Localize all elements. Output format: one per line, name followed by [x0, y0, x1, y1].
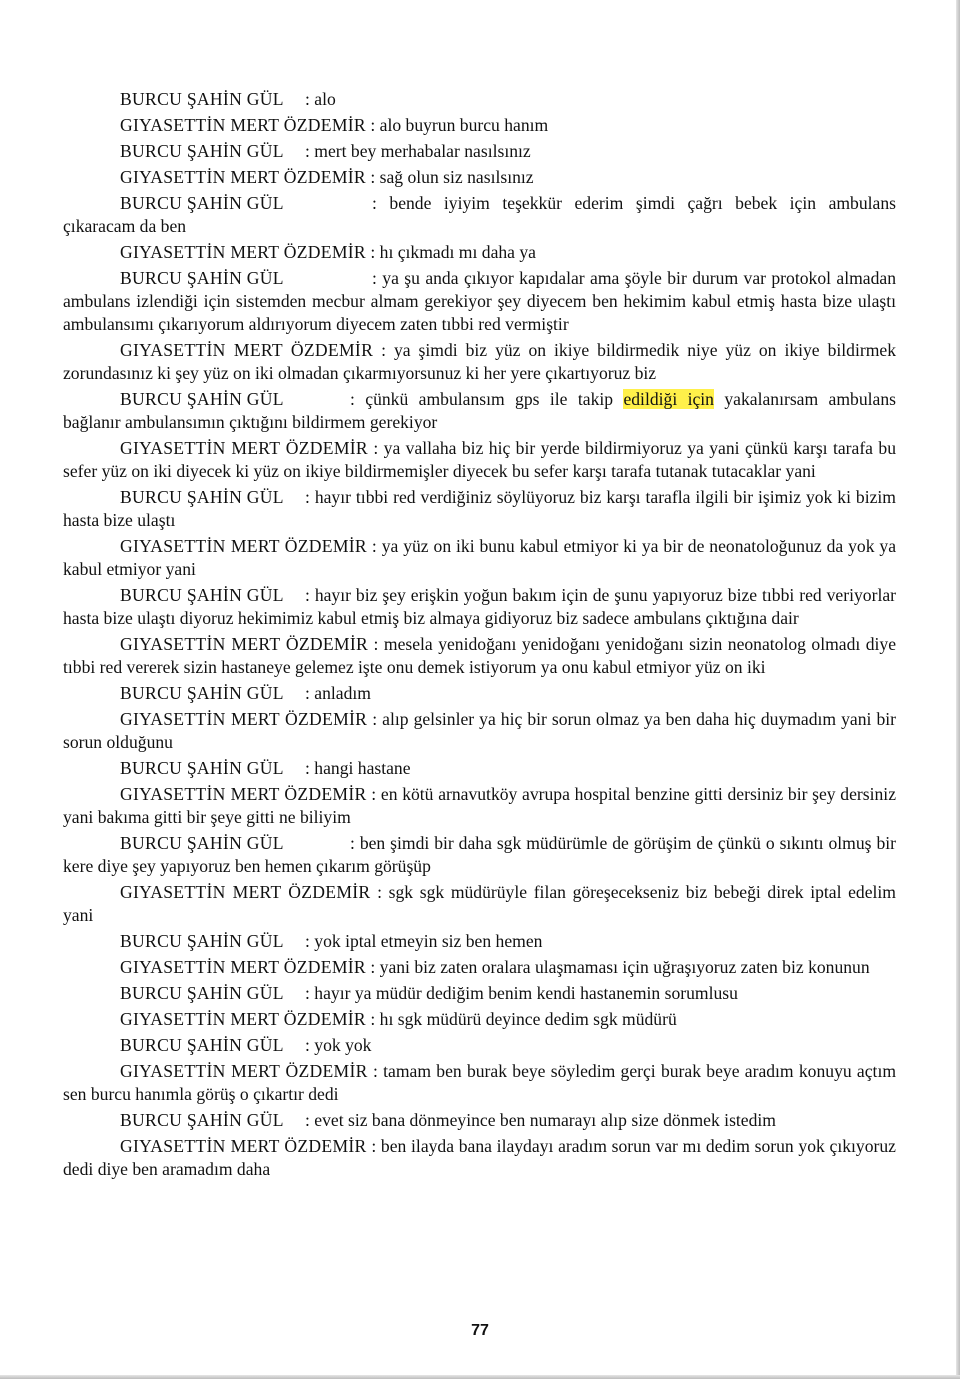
utterance: : hı çıkmadı mı daha ya — [370, 242, 536, 262]
speaker-name: BURCU ŞAHİN GÜL — [120, 268, 284, 288]
transcript-turn — [63, 584, 896, 630]
speaker-name: BURCU ŞAHİN GÜL — [120, 389, 284, 409]
utterance: : hayır tıbbi red verdiğiniz söylüyoruz biz karşı tarafla ilgili bir işimiz yok ki bizim hasta bize ulaştı — [63, 487, 896, 530]
transcript-turn — [63, 1135, 896, 1181]
transcript-turn — [63, 1034, 896, 1057]
utterance: : alo buyrun burcu hanım — [370, 115, 549, 135]
utterance: : ben şimdi bir daha sgk müdürümle de görüşim de çünkü o sıkıntı olmuş bir kere diye şey yapıyoruz ben hemen çıkarım görüşüp — [63, 833, 896, 876]
speaker-name: BURCU ŞAHİN GÜL — [120, 585, 284, 605]
transcript-turn — [63, 982, 896, 1005]
speaker-name: GIYASETTİN MERT ÖZDEMİR — [120, 242, 366, 262]
transcript-turn — [63, 1060, 896, 1106]
speaker-name: BURCU ŞAHİN GÜL — [120, 931, 284, 951]
transcript-turn — [63, 241, 896, 264]
utterance: : hı sgk müdürü deyince dedim sgk müdürü — [370, 1009, 677, 1029]
transcript-turn — [63, 930, 896, 953]
transcript-turn — [63, 192, 896, 238]
transcript-turn — [63, 486, 896, 532]
utterance: : çünkü ambulansım gps ile takip — [350, 389, 624, 409]
utterance: : alıp gelsinler ya hiç bir sorun olmaz ya ben daha hiç duymadım yani bir sorun olduğunu — [63, 709, 896, 752]
speaker-name: GIYASETTİN MERT ÖZDEMİR — [120, 536, 367, 556]
transcript — [63, 88, 896, 1184]
speaker-name: BURCU ŞAHİN GÜL — [120, 89, 284, 109]
transcript-turn — [63, 535, 896, 581]
speaker-name: GIYASETTİN MERT ÖZDEMİR — [120, 1061, 368, 1081]
speaker-name: GIYASETTİN MERT ÖZDEMİR — [120, 1009, 366, 1029]
page-edge-bottom — [0, 1375, 960, 1379]
speaker-name: BURCU ŞAHİN GÜL — [120, 1110, 284, 1130]
page-number: 77 — [471, 1322, 489, 1339]
utterance: : mesela yenidoğanı yenidoğanı yenidoğanı sizin neonatolog olmadı diye tıbbi red vererek sizin hastaneye gelemez işte onu demek istiyorum ya onu kabul etmiyor yüz on iki — [63, 634, 897, 677]
utterance: : yani biz zaten oralara ulaşmaması için uğraşıyoruz zaten biz konunun — [370, 957, 870, 977]
utterance: : sgk sgk müdürüyle filan göreşecekseniz biz bebeği direk iptal edelim yani — [63, 882, 896, 925]
transcript-turn — [63, 956, 896, 979]
transcript-turn — [63, 881, 896, 927]
transcript-turn — [63, 1109, 896, 1132]
transcript-turn — [63, 437, 896, 483]
speaker-name: BURCU ŞAHİN GÜL — [120, 193, 284, 213]
utterance: : ya yüz on iki bunu kabul etmiyor ki ya bir de neonatoloğunuz da yok ya kabul etmiyor yani — [63, 536, 897, 579]
page-edge-right — [956, 0, 960, 1379]
speaker-name: BURCU ŞAHİN GÜL — [120, 487, 284, 507]
utterance: yakalanırsam ambulans bağlanır ambulansımın çıktığını bildirmem gerekiyor — [63, 389, 896, 432]
speaker-name: BURCU ŞAHİN GÜL — [120, 141, 284, 161]
utterance: : alo — [305, 89, 336, 109]
speaker-name: GIYASETTİN MERT ÖZDEMİR — [120, 340, 374, 360]
transcript-turn — [63, 114, 896, 137]
speaker-name: GIYASETTİN MERT ÖZDEMİR — [120, 634, 369, 654]
transcript-turn — [63, 339, 896, 385]
utterance: : bende iyiyim teşekkür ederim şimdi çağrı bebek için ambulans çıkaracam da ben — [63, 193, 896, 236]
utterance: : mert bey merhabalar nasılsınız — [305, 141, 531, 161]
speaker-name: BURCU ŞAHİN GÜL — [120, 983, 284, 1003]
speaker-name: BURCU ŞAHİN GÜL — [120, 683, 284, 703]
transcript-turn — [63, 682, 896, 705]
transcript-turn — [63, 140, 896, 163]
transcript-turn — [63, 1008, 896, 1031]
utterance: : anladım — [305, 683, 371, 703]
transcript-turn — [63, 757, 896, 780]
speaker-name: BURCU ŞAHİN GÜL — [120, 833, 284, 853]
transcript-turn — [63, 832, 896, 878]
utterance: : sağ olun siz nasılsınız — [370, 167, 534, 187]
transcript-turn — [63, 166, 896, 189]
speaker-name: GIYASETTİN MERT ÖZDEMİR — [120, 167, 366, 187]
utterance: : en kötü arnavutköy avrupa hospital benzine gitti dersiniz bir şey dersiniz yani bakıma gitti bir şeye gitti ne biliyim — [63, 784, 897, 827]
utterance: : yok iptal etmeyin siz ben hemen — [305, 931, 543, 951]
utterance: : tamam ben burak beye söyledim gerçi burak beye aradım konuyu açtım sen burcu hanımla görüş o çıkartır dedi — [63, 1061, 897, 1104]
highlighted-text: edildiği için — [623, 389, 714, 409]
transcript-turn — [63, 267, 896, 336]
utterance: : hayır biz şey erişkin yoğun bakım için de şunu yapıyoruz bize tıbbi red veriyorlar hasta bize ulaştı diyoruz hekimimiz kabul etmiş biz almaya gidiyoruz biz sadece ambulans çıktığına dair — [63, 585, 896, 628]
utterance: : ben ilayda bana ilaydayı aradım sorun var mı dedim sorun yok çıkıyoruz dedi diye ben aramadım daha — [63, 1136, 896, 1179]
speaker-name: GIYASETTİN MERT ÖZDEMİR — [120, 1136, 367, 1156]
speaker-name: BURCU ŞAHİN GÜL — [120, 1035, 284, 1055]
utterance: : ya şu anda çıkıyor kapıdalar ama şöyle bir durum var protokol almadan ambulans izlendiği için sistemden mecbur almam gerekiyor şey diyecem ben hekimim kabul etmiş hasta bize ulaştı ambulansımı çıkarıyorum aldırıyorum diyecem zaten tıbbi red vermiştir — [63, 268, 896, 334]
utterance: : yok yok — [305, 1035, 372, 1055]
transcript-turn — [63, 388, 896, 434]
utterance: : evet siz bana dönmeyince ben numarayı alıp size dönmek istedim — [305, 1110, 776, 1130]
transcript-turn — [63, 783, 896, 829]
utterance: : hangi hastane — [305, 758, 411, 778]
utterance: : hayır ya müdür dediğim benim kendi hastanemin sorumlusu — [305, 983, 738, 1003]
speaker-name: GIYASETTİN MERT ÖZDEMİR — [120, 784, 367, 804]
speaker-name: GIYASETTİN MERT ÖZDEMİR — [120, 438, 368, 458]
transcript-turn — [63, 633, 896, 679]
speaker-name: BURCU ŞAHİN GÜL — [120, 758, 284, 778]
speaker-name: GIYASETTİN MERT ÖZDEMİR — [120, 957, 366, 977]
utterance: : ya vallaha biz hiç bir yerde bildirmiyoruz ya yani çünkü karşı tarafa bu sefer yüz on iki diyecek ki yüz on ikiye bildirmemişler diyecek bu sefer karşı tarafa tutanak tutacaklar yani — [63, 438, 896, 481]
transcript-turn — [63, 88, 896, 111]
speaker-name: GIYASETTİN MERT ÖZDEMİR — [120, 709, 368, 729]
speaker-name: GIYASETTİN MERT ÖZDEMİR — [120, 115, 366, 135]
transcript-turn — [63, 708, 896, 754]
utterance: : ya şimdi biz yüz on ikiye bildirmedik niye yüz on ikiye bildirmek zorundasınız ki şey yüz on iki olmadan çıkarmıyorsunuz ki her yere çıkartıyoruz biz — [63, 340, 896, 383]
speaker-name: GIYASETTİN MERT ÖZDEMİR — [120, 882, 371, 902]
